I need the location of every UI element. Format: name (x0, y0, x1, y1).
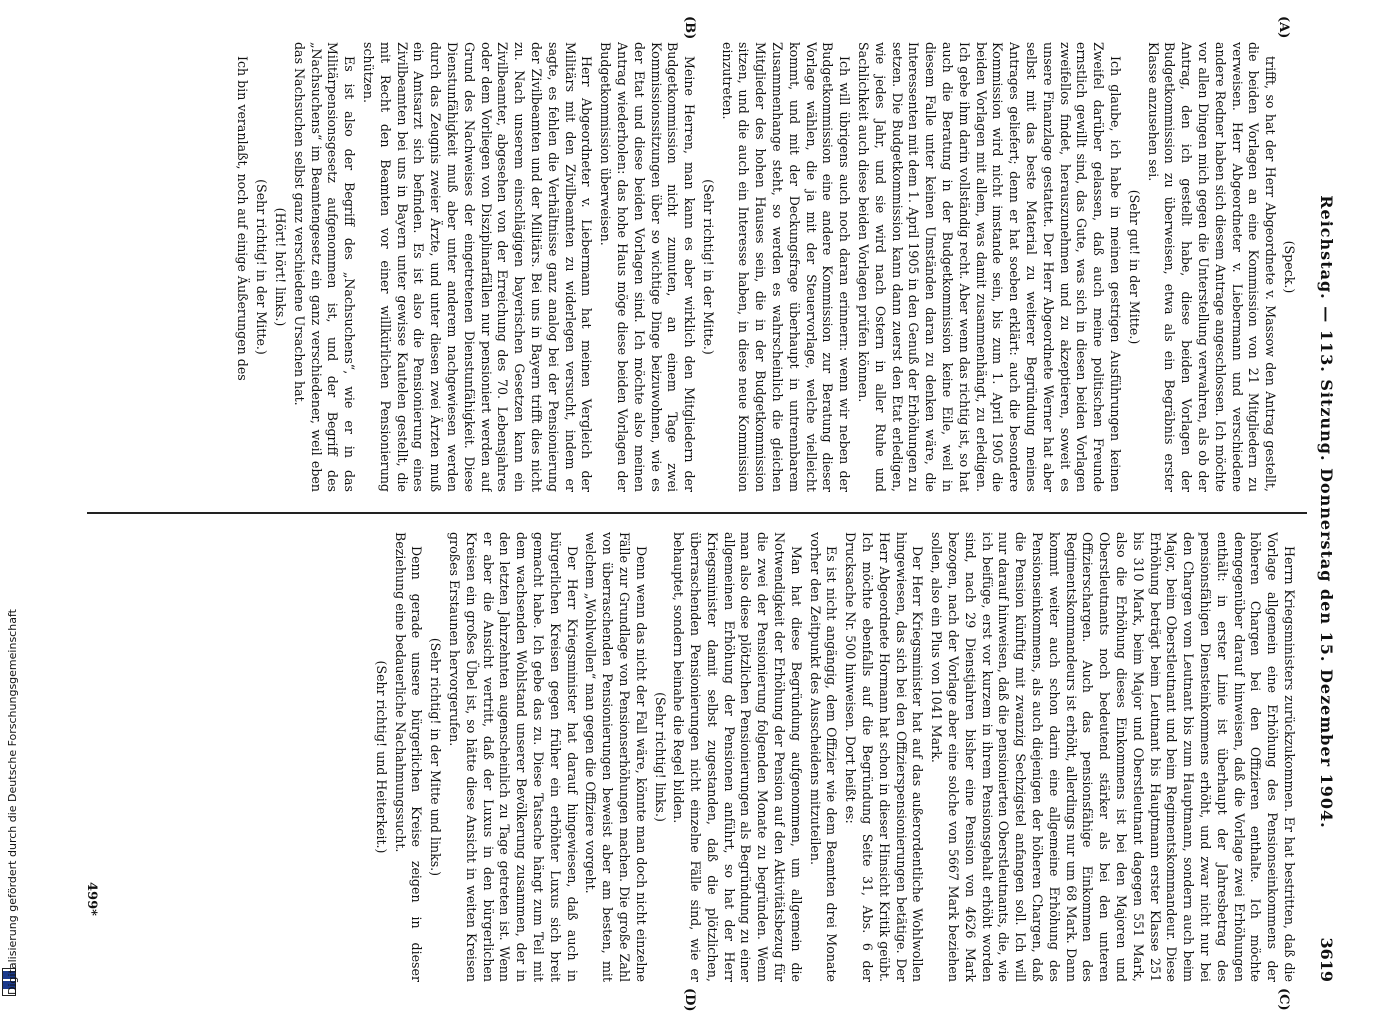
page-title: Reichstag. — 113. Sitzung. Donnerstag den 15. Dezember 1904. (1317, 195, 1336, 829)
paragraph: trifft, so hat der Herr Abgeordnete v. Massow den Antrag gestellt, die beiden Vorlagen an eine Kommission von 21 Mitgliedern zu verweisen. Herr Abgeordneter v. Liebermann und verschiedene andere Redner haben sich diesem Antrage angeschlossen. Ich möchte vor allen Dingen mich gegen die Unterstellung verwahren, als ob der Antrag, den ich gestellt habe, diese beiden Vorlagen der Budgetkommission zu überweisen, etwa als ein Begräbnis erster Klasse anzusehen sei. (1145, 42, 1279, 492)
paragraph: Es ist nicht angängig, dem Offizier wie dem Beamten drei Monate vorher den Zeitpunkt des Ausscheidens mitzuteilen. (807, 532, 840, 982)
margin-marker-b: (B) (682, 16, 697, 40)
margin-marker-a: (A) (1276, 16, 1291, 39)
left-column (87, 42, 1297, 492)
paragraph: Denn wenn das nicht der Fall wäre, könnte man doch nicht einzelne Fälle zur Grundlage von Pensionserhöhungen machen. Die große Zahl von überraschenden Pensionierungen beweist aber am besten, mit welchem „Wohlwollen“ man gegen die Offiziere vorgeht. (583, 532, 649, 982)
paragraph: Herrn Kriegsministers zurückzukommen. Er hat bestritten, daß die Vorlage allgemein eine Erhöhung des Pensionseinkommens der höheren Chargen bei den Offizieren enthalte. Ich möchte demgegenüber darauf hinweisen, daß die Vorlage zwei Erhöhungen enthält: in erster Linie ist überhaupt der Jahresbetrag des pensionsfähigen Diensteinkommens erhöht, und zwar nicht nur bei den Chargen vom Leutnant bis zum Hauptmann, sondern auch beim Major, beim Oberstleutnant und beim Regimentskommandeur. Diese Erhöhung beträgt beim Leutnant bis Hauptmann erster Klasse 251 bis 310 Mark, beim Major und Oberstleutnant dagegen 551 Mark, also die Erhöhung dieses Einkommens ist bei den Majoren und Oberstleutnants noch bedeutend stärker als bei den unteren Offizierschargen. Auch das pensionsfähige Einkommen des Regimentskommandeurs ist erhöht, allerdings nur um 68 Mark. Dann kommt weiter auch schon darin eine allgemeine Erhöhung des Pensionseinkommens, als auch diejenigen der höheren Chargen, daß die Pension künftig mit zwanzig Sechzigstel anfangen soll. Ich will nur darauf hinweisen, daß die pensionierten Oberstleutnants, die, wie ich beifüge, erst vor kurzem in ihrem Pensionsgehalt erhöht worden sind, nach 29 Dienstjahren bisher eine Pension von 4626 Mark bezogen, nach der Vorlage aber eine solche von 5667 Mark beziehen sollen, also ein Plus von 1041 Mark. (929, 532, 1297, 982)
rotated-document (72, 16, 1337, 1012)
paragraph: (Sehr richtig! und Heiterkeit.) (373, 660, 389, 854)
paragraph: (Sehr richtig! in der Mitte.) (700, 179, 716, 355)
paragraph: (Hört! hört! links.) (272, 207, 288, 327)
footer-page-number: 499* (84, 882, 99, 916)
page-number: 3619 (1317, 937, 1336, 982)
page-header (1315, 42, 1337, 982)
column-divider (87, 512, 1307, 514)
paragraph: Meine Herren, man kann es aber wirklich den Mitgliedern der Budgetkommission nicht zumuten, an einem Tage zwei Kommissionssitzungen über so wichtige Dinge beizuwohnen, wie es der Etat und diese beiden Vorlagen sind. Ich möchte also meinen Antrag wiederholen: das hohe Haus möge diese beiden Vorlagen der Budgetkommission überweisen. (598, 42, 698, 492)
paragraph: Herr Abgeordneter v. Liebermann hat meinen Vergleich der Militärs mit den Zivilbeamten zu widerlegen versucht, indem er sagte, es fehlen die Verhältnisse ganz analog bei der Pensionierung der Zivilbeamten und der Militärs. Bei uns in Bayern trifft dies nicht zu. Nach unserem einschlägigen bayerischen Gesetzen kann ein Zivilbeamter, abgesehen von der Erreichung des 70. Lebensjahres oder dem Vorliegen von Disziplinarfällen nur pensioniert werden auf Grund des Nachweises der eingetretenen Dienstunfähigkeit. Diese Dienstunfähigkeit muß aber unter anderem nachgewiesen werden durch das Zeugnis zweier Ärzte, und unter diesen zwei Ärzten muß ein Amtsarzt sich befinden. Es ist also die Pensionierung eines Zivilbeamten bei uns in Bayern unter gewisse Kautelen gestellt, die mit Recht den Beamten vor einer willkürlichen Pensionierung schützen. (360, 42, 595, 492)
paragraph: Ich bin veranlaßt, noch auf einige Äußerungen des (235, 56, 251, 381)
paragraph: Ich will übrigens auch noch daran erinnern: wenn wir neben der Budgetkommission eine andere Kommission zur Beratung dieser Vorlage wählen, die ja mit der Steuervorlage, welche vielleicht kommt, und mit der Deckungsfrage überhaupt in untrennbarem Zusammenhange steht, so werden es wahrscheinlich die gleichen Mitglieder des hohen Hauses sein, die in der Budgetkommission sitzen, und die auch ein Interesse haben, in diese neue Kommission einzutreten. (719, 42, 853, 492)
paragraph: Es ist also der Begriff des „Nachsuchens“, wie er in das Militärpensionsgesetz aufgenommen ist, und der Begriff des „Nachsuchens“ im Beamtengesetz ein ganz verschiedener, weil eben das Nachsuchen selbst ganz verschiedene Ursachen hat. (291, 42, 358, 492)
margin-marker-c: (C) (1276, 988, 1291, 1011)
paragraph: (Sehr gut! in der Mitte.) (1126, 189, 1142, 345)
paragraph: (Speck.) (1282, 240, 1297, 294)
paragraph: Der Herr Kriegsminister hat darauf hingewiesen, daß auch in bürgerlichen Kreisen gegen früher ein erhöhter Luxus sich breit gemacht habe. Ich gebe das zu. Diese Tatsache hängt zum Teil mit dem wachsenden Wohlstand unserer Bevölkerung zusammen, der in den letzten Jahrzehnten augenscheinlich zu Tage getreten ist. Wenn er aber die Ansicht vertritt, daß der Luxus in den bürgerlichen Kreisen ein großes Übel ist, so hätte diese Ansicht in weiten Kreisen großes Erstaunen hervorgerufen. (446, 532, 580, 982)
paragraph: Ich glaube, ich habe in meinen gestrigen Ausführungen keinen Zweifel darüber gelassen, daß auch meine politischen Freunde ernstlich gewillt sind, das Gute, was sich in diesen beiden Vorlagen zweifellos findet, herauszunehmen und zu akzeptieren, soweit es unsere Finanzlage gestattet. Der Herr Abgeordnete Werner hat aber selbst mit das beste Material zu weiterer Begründung meines Antrages geliefert; denn er hat soeben erklärt: auch die besondere Kommission wird nicht imstande sein, bis zum 1. April 1905 die beiden Vorlagen mit allem, was damit zusammenhängt, zu erledigen. Ich gebe ihm darin vollständig recht. Aber wenn das richtig ist, so hat auch die Beratung in der Budgetkommission keine Eile, weil in diesem Falle unter keinen Umständen daran zu denken wäre, die Interessenten mit dem 1. April 1905 in den Genuß der Erhöhungen zu setzen. Die Budgetkommission kann dann zuerst den Etat erledigen, wie jedes Jahr, und sie wird nach Ostern in aller Ruhe und Sachlichkeit auch diese beiden Vorlagen prüfen können. (856, 42, 1124, 492)
paragraph: Denn gerade unsere bürgerlichen Kreise zeigen in dieser Beziehung eine bedauerliche Nachahmungssucht. (392, 532, 425, 982)
digitization-credit: Digitalisierung gefördert durch die Deutsche Forschungsgemeinschaft (6, 609, 19, 995)
paragraph: Der Herr Kriegsminister hat auf das außerordentliche Wohlwollen hingewiesen, das sich bei den Offizierspensionierungen betätige. Der Herr Abgeordnete Hormann hat schon in dieser Hinsicht Kritik geübt. Ich möchte ebenfalls auf die Begründung Seite 31, Abs. 6 der Drucksache Nr. 500 hinweisen. Dort heißt es: (843, 532, 926, 982)
paragraph: Man hat diese Begründung aufgenommen, um allgemein die Notwendigkeit der Erhöhung der Pension auf den Aktivitätsbezug für die zwei der Pensionierung folgenden Monate zu begründen. Wenn man also diese plötzlichen Pensionierungen als Begründung zu einer allgemeinen Erhöhung der Pensionen anführt, so hat der Herr Kriegsminister damit selbst zugestanden, daß die plötzlichen, überraschenden Pensionierungen nicht einzelne Fälle sind, wie er behauptet, sondern beinahe die Regel bilden. (671, 532, 804, 982)
paragraph: (Sehr richtig! in der Mitte.) (254, 179, 270, 355)
right-column (87, 532, 1297, 982)
margin-marker-d: (D) (682, 988, 697, 1012)
paragraph: (Sehr richtig! in der Mitte und links.) (428, 637, 444, 877)
paragraph: (Sehr richtig! links.) (652, 692, 668, 822)
